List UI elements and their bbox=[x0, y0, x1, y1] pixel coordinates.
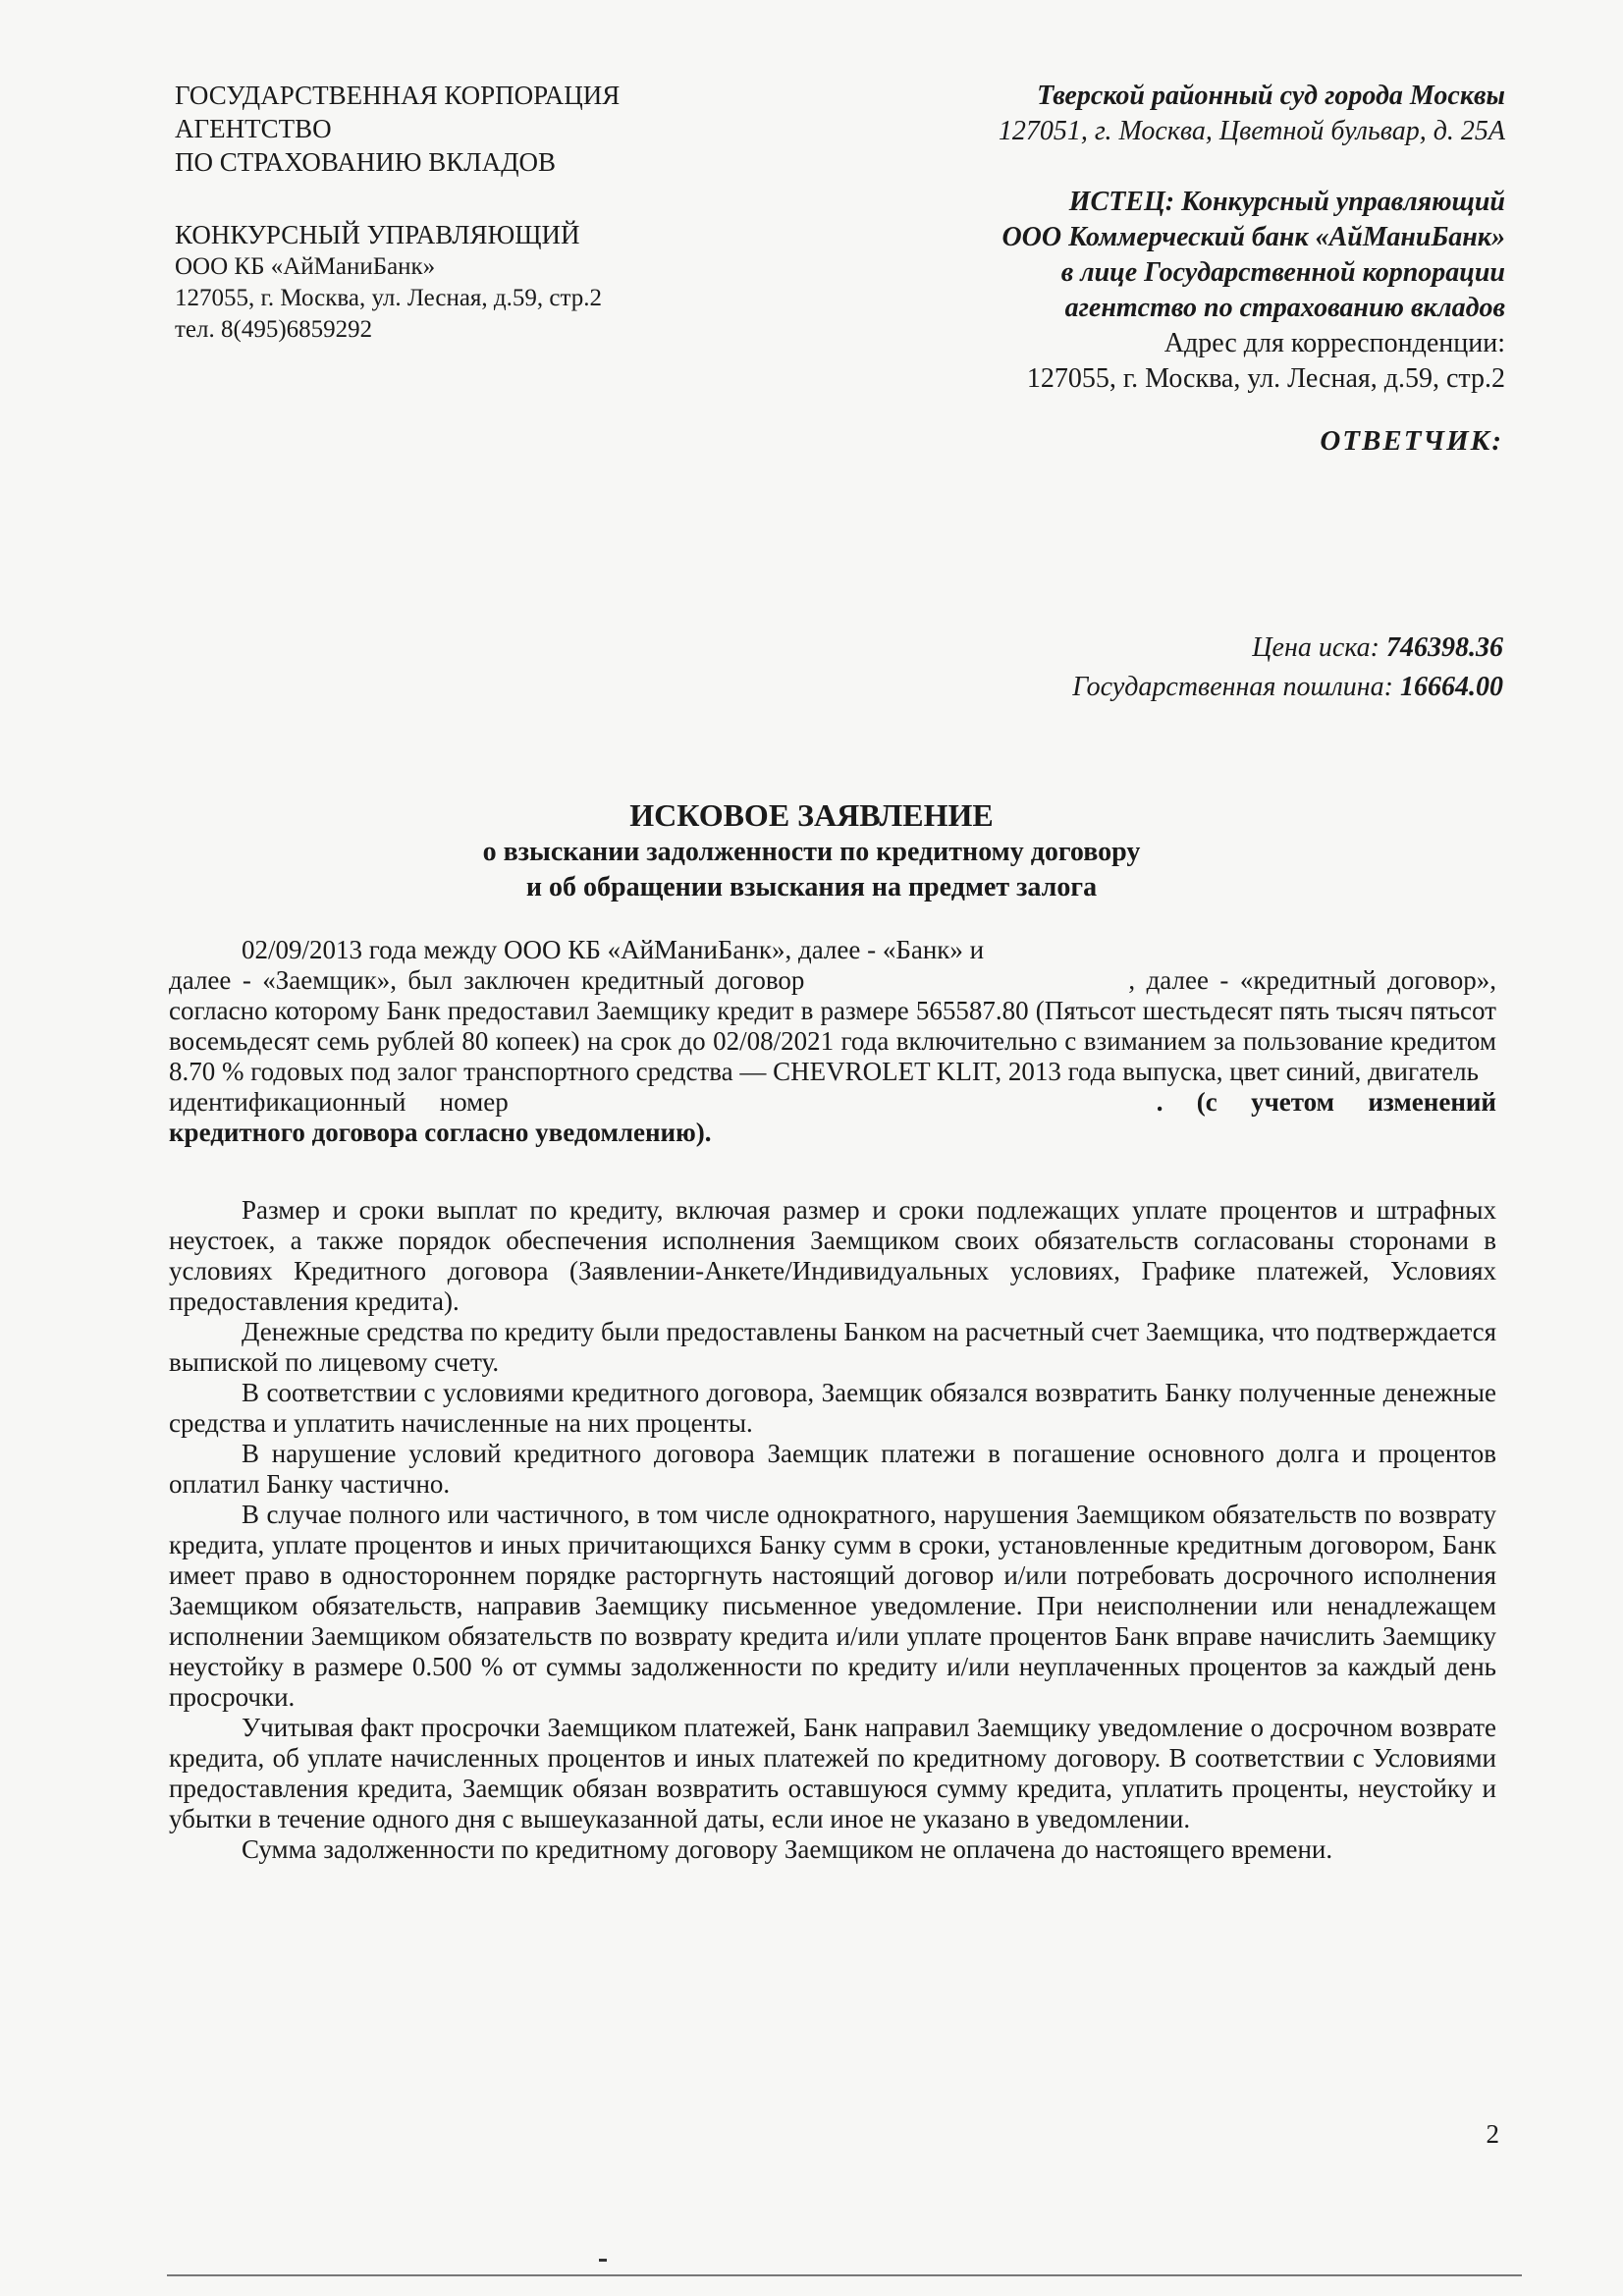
paragraph-3: Денежные средства по кредиту были предоставлены Банком на расчетный счет Заемщика, что подтверждается выпиской по лицевому счету. bbox=[169, 1317, 1496, 1377]
p1-part-c: , далее - «кредитный договор», согласно которому Банк предоставил Заемщику кредит в размере 565587.80 (Пятьсот шестьдесят пять тысяч пятьсот восемьдесят семь рублей 80 копеек) на срок до 02/08/2021 года включительно с взиманием за пользование кредитом 8.70 % годовых под залог транспортного средства — CHEVROLET KLIT, 2013 года выпуска, цвет синий, двигатель bbox=[169, 965, 1496, 1086]
page-number: 2 bbox=[1486, 2119, 1499, 2149]
paragraph-1 bbox=[169, 935, 1496, 1148]
plaintiff-addr: 127055, г. Москва, ул. Лесная, д.59, стр.2 bbox=[1026, 363, 1505, 394]
scan-edge-line bbox=[167, 2274, 1522, 2276]
title-sub1: о взыскании задолженности по кредитному договору bbox=[482, 837, 1141, 867]
claim-fee-value: 16664.00 bbox=[1400, 672, 1503, 702]
sender-bank: ООО КБ «АйМаниБанк» bbox=[175, 253, 436, 280]
title-main: ИСКОВОЕ ЗАЯВЛЕНИЕ bbox=[629, 797, 994, 833]
paragraph-7: Учитывая факт просрочки Заемщиком платежей, Банк направил Заемщику уведомление о досрочном возврате кредита, об уплате начисленных процентов и иных платежей по кредитному договору. В соответствии с Условиями предоставления кредита, Заемщик обязан возвратить оставшуюся сумму кредита, уплатить проценты, неустойку и убытки в течение одного дня с вышеуказанной даты, если иное не указано в уведомлении. bbox=[169, 1713, 1496, 1833]
claim-fee-row bbox=[1072, 668, 1503, 707]
claim-price-value: 746398.36 bbox=[1386, 632, 1503, 663]
sender-block bbox=[175, 79, 725, 346]
scan-mark bbox=[599, 2259, 607, 2262]
claim-price-row bbox=[1072, 629, 1503, 668]
plaintiff-line3: в лице Государственной корпорации bbox=[1060, 257, 1505, 288]
p1-part-d: идентификационный номер bbox=[169, 1087, 509, 1117]
sender-address: 127055, г. Москва, ул. Лесная, д.59, стр.2 bbox=[175, 285, 602, 311]
paragraph-8: Сумма задолженности по кредитному договору Заемщиком не оплачена до настоящего времени. bbox=[242, 1834, 1333, 1864]
claim-block bbox=[1072, 629, 1503, 707]
p1-part-a: 02/09/2013 года между ООО КБ «АйМаниБанк», далее - «Банк» и bbox=[242, 935, 985, 964]
sender-phone: тел. 8(495)6859292 bbox=[175, 316, 373, 343]
claim-fee-label: Государственная пошлина: bbox=[1072, 672, 1393, 702]
claim-price-label: Цена иска: bbox=[1252, 632, 1380, 663]
p1-part-b: далее - «Заемщик», был заключен кредитный договор bbox=[169, 965, 805, 995]
respondent-label: ОТВЕТЧИК: bbox=[1320, 425, 1503, 457]
sender-org-line3: ПО СТРАХОВАНИЮ ВКЛАДОВ bbox=[175, 147, 556, 177]
plaintiff-line2: ООО Коммерческий банк «АйМаниБанк» bbox=[1001, 222, 1505, 252]
paragraph-5: В нарушение условий кредитного договора Заемщик платежи в погашение основного долга и процентов оплатил Банку частично. bbox=[169, 1439, 1496, 1499]
court-name: Тверской районный суд города Москвы bbox=[1037, 81, 1505, 111]
paragraph-6: В случае полного или частичного, в том числе однократного, нарушения Заемщиком обязательств по возврату кредита, уплате процентов и иных причитающихся Банку сумм в сроки, установленные кредитным договором, Банк имеет право в одностороннем порядке расторгнуть настоящий договор и/или потребовать досрочного исполнения Заемщиком обязательств, направив Заемщику письменное уведомление. При неисполнении или ненадлежащем исполнении Заемщиком обязательств по возврату кредита и/или уплате процентов Банк вправе начислить Заемщику неустойку в размере 0.500 % от суммы задолженности по кредиту и/или неуплаченных процентов за каждый день просрочки. bbox=[169, 1500, 1496, 1712]
document-body bbox=[169, 935, 1496, 1865]
sender-org-line1: ГОСУДАРСТВЕННАЯ КОРПОРАЦИЯ bbox=[175, 81, 621, 110]
paragraph-4: В соответствии с условиями кредитного договора, Заемщик обязался возвратить Банку полученные денежные средства и уплатить начисленные на них проценты. bbox=[169, 1378, 1496, 1438]
sender-role: КОНКУРСНЫЙ УПРАВЛЯЮЩИЙ bbox=[175, 220, 580, 249]
paragraph-2: Размер и сроки выплат по кредиту, включая размер и сроки подлежащих уплате процентов и штрафных неустоек, а также порядок обеспечения исполнения Заемщиком своих обязательств согласованы сторонами в условиях Кредитного договора (Заявлении-Анкете/Индивидуальных условиях, Графике платежей, Условиях предоставления кредита). bbox=[169, 1195, 1496, 1316]
plaintiff-line1: ИСТЕЦ: Конкурсный управляющий bbox=[1068, 187, 1505, 217]
title-sub2: и об обращении взыскания на предмет залога bbox=[525, 872, 1098, 902]
plaintiff-line4: агентство по страхованию вкладов bbox=[1064, 293, 1505, 323]
p1-bold: . (с учетом изменений кредитного договора согласно уведомлению). bbox=[169, 1087, 1496, 1147]
document-title bbox=[0, 795, 1623, 905]
sender-org-line2: АГЕНТСТВО bbox=[175, 114, 332, 143]
plaintiff-addr-label: Адрес для корреспонденции: bbox=[1163, 328, 1505, 358]
court-address: 127051, г. Москва, Цветной бульвар, д. 25А bbox=[998, 116, 1505, 146]
plaintiff-block bbox=[759, 185, 1505, 397]
court-block bbox=[759, 79, 1505, 149]
